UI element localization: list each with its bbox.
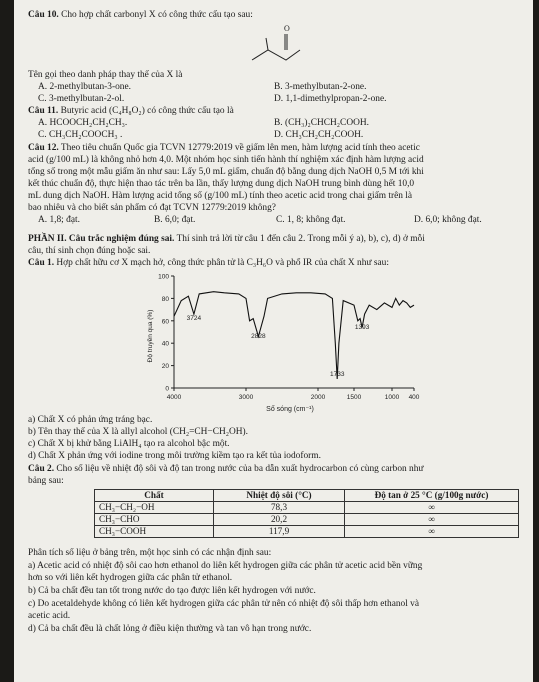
q11-option-b: B. (CH₃)₂CHCH₂COOH. xyxy=(274,118,369,128)
q11-option-d: D. CH₃CH₂CH₂COOH. xyxy=(274,130,364,140)
boiling-point-table xyxy=(94,489,519,538)
ir-x-tick-label: 3000 xyxy=(238,394,254,401)
ir-x-axis-label: Số sóng (cm⁻¹) xyxy=(266,406,314,413)
ir-peak-label: 1393 xyxy=(354,324,370,331)
q12-line-2: acid (g/100 mL) là không nhỏ hơn 4,0. Một nhóm học sinh tiến hành thí nghiệm xác định hàm lượng acid xyxy=(28,155,424,165)
q11-stem: Câu 11. Butyric acid (C₄H₈O₂) có công thức cấu tạo là xyxy=(28,106,234,116)
p2q2-statement-c: c) Do acetaldehyde không có liên kết hydrogen giữa các phân tử nên có nhiệt độ sôi thấp hơn ethanol và xyxy=(28,599,420,609)
ir-y-tick-label: 20 xyxy=(161,363,169,371)
ir-x-tick-label: 4000 xyxy=(166,394,182,401)
p2q2-statement-a-cont: hơn so với liên kết hydrogen giữa các phân tử ethanol. xyxy=(28,573,233,583)
q12-option-a: A. 1,8; đạt. xyxy=(38,215,80,225)
p2q2-analysis: Phân tích số liệu ở bảng trên, một học sinh có các nhận định sau: xyxy=(28,548,272,558)
exam-page xyxy=(14,0,533,682)
table-cell: CH₃−COOH xyxy=(95,526,214,538)
q10-structure-chain xyxy=(252,50,300,60)
ir-y-tick-label: 40 xyxy=(161,340,169,348)
q10-structure xyxy=(244,22,314,64)
ir-y-tick-label: 80 xyxy=(161,295,169,303)
ir-spectrum-line xyxy=(174,292,414,379)
q12-line-3: tổng số trong một mẫu giấm ăn như sau: Lấy 5,0 mL giấm, chuẩn độ bằng dung dịch NaOH 0,5 M tới khi xyxy=(28,167,424,177)
table-row xyxy=(95,502,519,514)
q12-option-b: B. 6,0; đạt. xyxy=(154,215,196,225)
q12-option-c: C. 1, 8; không đạt. xyxy=(276,215,346,225)
p2q1-statement-b: b) Tên thay thế của X là allyl alcohol (CH₂=CH−CH₂OH). xyxy=(28,427,249,437)
ir-peak-label: 3724 xyxy=(186,315,202,323)
p2q2-stem-2: bảng sau: xyxy=(28,476,64,486)
table-cell: ∞ xyxy=(345,502,519,514)
p2q1-statement-d: d) Chất X phản ứng với iodine trong môi trường kiềm tạo ra kết tủa iodoform. xyxy=(28,451,321,461)
part2-intro: PHẦN II. Câu trắc nghiệm đúng sai. Thí sinh trả lời từ câu 1 đến câu 2. Trong mỗi ý a), b), c), d) ở mỗi xyxy=(28,234,425,244)
p2q2-statement-a: a) Acetic acid có nhiệt độ sôi cao hơn ethanol do liên kết hydrogen giữa các phân tử acetic acid bền vững xyxy=(28,561,423,571)
q10-structure-o: O xyxy=(284,24,290,33)
ir-peak-label: 1733 xyxy=(329,371,345,379)
p2q2-statement-d: d) Cả ba chất đều là chất lỏng ở điều kiện thường và tan vô hạn trong nước. xyxy=(28,624,312,634)
ir-y-tick-label: 60 xyxy=(161,318,169,326)
q10-stem: Câu 10. Cho hợp chất carbonyl X có công thức cấu tạo sau: xyxy=(28,10,253,20)
table-header: Chất xyxy=(95,490,214,502)
ir-x-tick-label: 400 xyxy=(408,394,420,401)
ir-peak-label: 2828 xyxy=(251,332,266,340)
q12-line-1: Câu 12. Theo tiêu chuẩn Quốc gia TCVN 12779:2019 về giấm lên men, hàm lượng acid tính theo acetic xyxy=(28,143,420,153)
q10-option-d: D. 1,1-dimethylpropan-2-one. xyxy=(274,94,387,104)
ir-y-tick-label: 100 xyxy=(158,273,169,281)
q11-option-c: C. CH₃CH₂COOCH₃ . xyxy=(38,130,123,140)
q10-option-b: B. 3-methylbutan-2-one. xyxy=(274,82,367,92)
table-cell: ∞ xyxy=(345,514,519,526)
q12-line-5: mL dung dịch NaOH. Hàm lượng acid tổng số (g/100 mL) tính theo acetic acid trong chai giấm trên là xyxy=(28,191,413,201)
table-row xyxy=(95,514,519,526)
q12-option-d: D. 6,0; không đạt. xyxy=(414,215,482,225)
table-header: Nhiệt độ sôi (°C) xyxy=(214,490,345,502)
table-cell: ∞ xyxy=(345,526,519,538)
ir-x-tick-label: 2000 xyxy=(310,394,326,401)
table-row xyxy=(95,526,519,538)
q10-option-c: C. 3-methylbutan-2-ol. xyxy=(38,94,125,104)
q10-option-a: A. 2-methylbutan-3-one. xyxy=(38,82,131,92)
ir-x-tick-label: 1500 xyxy=(346,394,362,401)
p2q2-statement-c-cont: acetic acid. xyxy=(28,611,71,621)
p2q1-stem: Câu 1. Hợp chất hữu cơ X mạch hở, công thức phân tử là C₃H₆O và phổ IR của chất X như sau: xyxy=(28,258,389,268)
table-cell: 117,9 xyxy=(214,526,345,538)
ir-x-tick-label: 1000 xyxy=(384,394,400,401)
ir-y-axis-label: Độ truyền qua (%) xyxy=(147,309,154,363)
ir-spectrum-chart xyxy=(142,268,442,414)
q10-ask: Tên gọi theo danh pháp thay thế của X là xyxy=(28,70,183,80)
table-cell: CH₃−CHO xyxy=(95,514,214,526)
ir-ticks xyxy=(158,274,420,402)
table-cell: 20,2 xyxy=(214,514,345,526)
table-cell: CH₃−CH₂−OH xyxy=(95,502,214,514)
p2q2-statement-b: b) Cả ba chất đều tan tốt trong nước do tạo được liên kết hydrogen với nước. xyxy=(28,586,316,596)
table-cell: 78,3 xyxy=(214,502,345,514)
table-header-row xyxy=(95,490,519,502)
p2q2-stem: Câu 2. Cho số liệu về nhiệt độ sôi và độ tan trong nước của ba dẫn xuất hydrocarbon có cùng carbon như xyxy=(28,464,424,474)
q11-option-a: A. HCOOCH₂CH₂CH₃. xyxy=(38,118,128,128)
part2-intro-2: câu, thí sinh chọn đúng hoặc sai. xyxy=(28,246,151,256)
p2q1-statement-a: a) Chất X có phản ứng tráng bạc. xyxy=(28,415,153,425)
ir-peak-annotations xyxy=(187,315,370,378)
ir-y-tick-label: 0 xyxy=(165,385,169,393)
p2q1-statement-c: c) Chất X bị khử bằng LiAlH₄ tạo ra alcohol bậc một. xyxy=(28,439,230,449)
q12-line-4: kết thúc chuẩn độ, thực hiện thao tác trên ba lần, thấy lượng dung dịch NaOH trung bình dùng hết 10,0 xyxy=(28,179,415,189)
table-header: Độ tan ở 25 °C (g/100g nước) xyxy=(345,490,519,502)
q12-line-6: bao nhiêu và cho biết sản phẩm có đạt TCVN 12779:2019 không? xyxy=(28,203,276,213)
